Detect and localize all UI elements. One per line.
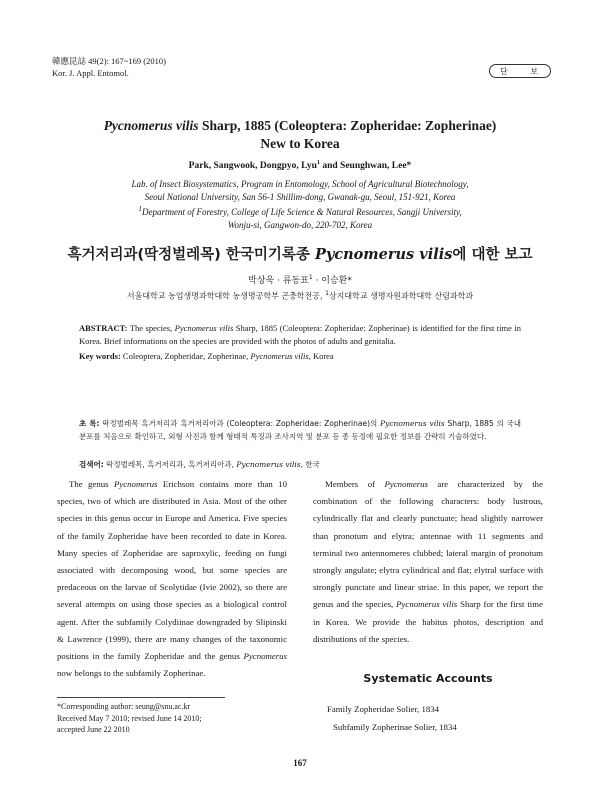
abstract-ko-text-2: Sharp, 1885 의 국내분포를 처음으로 확인하고, 외형 사진과 함께 형태적 특징과 조사지역 및 분포 등 종 동정에 필요한 정보를 간략히 기술하였다.	[79, 419, 521, 441]
abstract-species: Pycnomerus vilis	[174, 323, 234, 333]
article-title-ko	[30, 243, 570, 264]
title-line2: New to Korea	[260, 136, 340, 151]
keywords-ko-species: Pycnomerus vilis	[236, 460, 301, 469]
keywords-species: Pycnomerus vilis	[250, 351, 309, 361]
body-left-text-2: Erichson contains more than 10 species, two of which are distributed in Asia. Most of the other species in this genus occur in Europe and America. Five species of the family Zopheridae have been recorded to date in Korea. Many species of Zopheridae are saproxylic, feeding on fungi associated with decomposing wood, but some species are predaceous on the larvae of Scolytidae (Ivie 2002), so there are several attempts on using those species as a biological control agent. After the subfamily Colydiinae downgraded by Slipinski & Lawrence (1999), there are many changes of the taxonomic positions in the family Zopheridae and the genus	[57, 479, 287, 662]
abstract-ko-species: Pycnomerus vilis	[380, 419, 445, 428]
affil-ko-b: 상지대학교 생명자원과학대학 산림과학과	[328, 291, 474, 301]
journal-citation-en: Kor. J. Appl. Entomol.	[52, 68, 129, 78]
footnote	[57, 701, 202, 736]
abstract-label: ABSTRACT:	[79, 323, 128, 333]
authors-en-part-b: and Seunghwan, Lee*	[319, 161, 412, 172]
title-species: Pycnomerus vilis	[103, 118, 199, 133]
journal-header	[52, 55, 166, 79]
affil-line-3-text: Department of Forestry, College of Life Science & Natural Resources, Sangji University,	[141, 207, 462, 217]
affil-ko-sup: 1	[325, 290, 329, 297]
article-type-badge: 단 보	[489, 64, 551, 78]
affiliations-ko	[40, 290, 560, 302]
body-column-left	[57, 476, 287, 682]
footnote-received: Received May 7 2010; revised June 14 2010;	[57, 713, 202, 723]
keywords-label: Key words:	[79, 351, 121, 361]
affil-line-1: Lab. of Insect Biosystematics, Program in Entomology, School of Agricultural Biotechnology,	[131, 179, 469, 189]
article-title-en	[40, 117, 560, 153]
title-rest: Sharp, 1885 (Coleoptera: Zopheridae: Zopherinae)	[198, 118, 497, 133]
affiliations-en	[60, 178, 540, 231]
affil-sup: 1	[138, 204, 142, 213]
page-number: 167	[293, 758, 307, 768]
keywords-ko-label: 검색어:	[79, 460, 104, 469]
body-right-species: Pycnomerus vilis	[396, 599, 458, 610]
body-right-text-2: are characterized by the combination of the following characters: body lustrous, cylindrically flat and clearly punctuate; head slightly narrower than pronotum and elytra; antennae with 11 segments and terminal two antennomeres clubbed; lateral margin of pronotum strongly angulate; elytra cylindrical and flat; elytral surface with strongly punctate and linear striae. In this paper, we report the genus and the species,	[313, 479, 543, 610]
authors-ko-b: · 이승환*	[312, 276, 352, 286]
taxon-family: Family Zopheridae Solier, 1834	[327, 704, 440, 714]
keywords	[79, 351, 521, 361]
body-right-genus: Pycnomerus	[384, 479, 428, 489]
authors-ko-sup: 1	[308, 274, 313, 281]
authors-ko	[40, 273, 560, 286]
title-ko-species: Pycnomerus vilis	[314, 246, 453, 263]
keywords-text-2: , Korea	[308, 351, 334, 361]
footnote-accepted: accepted June 22 2010	[57, 725, 130, 734]
section-heading: Systematic Accounts	[363, 672, 493, 685]
title-ko-post: 에 대한 보고	[452, 247, 533, 263]
affil-ko-a: 서울대학교 농업생명과학대학 농생명공학부 곤충학전공,	[126, 291, 326, 301]
body-left-genus: Pycnomerus	[113, 479, 158, 489]
body-left-text-1: The genus	[69, 479, 114, 489]
abstract-ko	[79, 418, 521, 443]
authors-en-part-a: Park, Sangwook, Dongpyo, Lyu	[188, 161, 317, 172]
authors-ko-a: 박상욱 · 류동표	[248, 276, 309, 286]
journal-citation-ko: 韓應昆誌 49(2): 167~169 (2010)	[52, 56, 166, 66]
title-ko-pre: 흑거저리과(딱정벌레목) 한국미기록종	[67, 247, 315, 263]
affil-line-3	[60, 203, 540, 219]
footnote-divider	[57, 697, 225, 698]
keywords-text-1: Coleoptera, Zopheridae, Zopherinae,	[120, 351, 251, 361]
body-right-text-1: Members of	[325, 479, 385, 489]
body-left-genus-2: Pycnomerus	[243, 651, 287, 662]
authors-en	[40, 160, 560, 171]
abstract-ko-label: 초 록:	[79, 419, 100, 428]
keywords-ko-text-2: , 한국	[300, 460, 320, 469]
affil-line-2: Seoul National University, San 56-1 Shillim-dong, Gwanak-gu, Seoul, 151-921, Korea	[144, 191, 456, 202]
body-column-right	[313, 476, 543, 648]
abstract-text-1: The species,	[127, 323, 175, 333]
abstract-ko-text-1: 딱정벌레목 흑거저리과 흑거저리아과 (Coleoptera: Zopheridae: Zopherinae)의	[99, 419, 381, 428]
body-left-text-3: now belongs to the subfamily Zopherinae.	[57, 668, 206, 679]
keywords-ko	[79, 459, 521, 470]
taxon-subfamily: Subfamily Zopherinae Solier, 1834	[333, 722, 457, 732]
keywords-ko-text-1: 딱정벌레목, 흑거저리과, 흑거저리아과,	[103, 460, 237, 469]
footnote-corresponding: *Corresponding author: seung@snu.ac.kr	[57, 702, 191, 711]
body-right-text-3: Sharp for the first time in Korea. We provide the habitus photos, description and distributions of the species.	[313, 599, 544, 644]
abstract	[79, 322, 521, 348]
authors-en-sup: 1	[316, 160, 320, 166]
affil-line-4: Wonju-si, Gangwon-do, 220-702, Korea	[227, 219, 373, 230]
abstract-text-2: Sharp, 1885 (Coleoptera: Zopheridae: Zopherinae) is identified for the first time in Korea. Brief informations on the species are provided with the photos of adults and genitalia.	[79, 323, 521, 346]
